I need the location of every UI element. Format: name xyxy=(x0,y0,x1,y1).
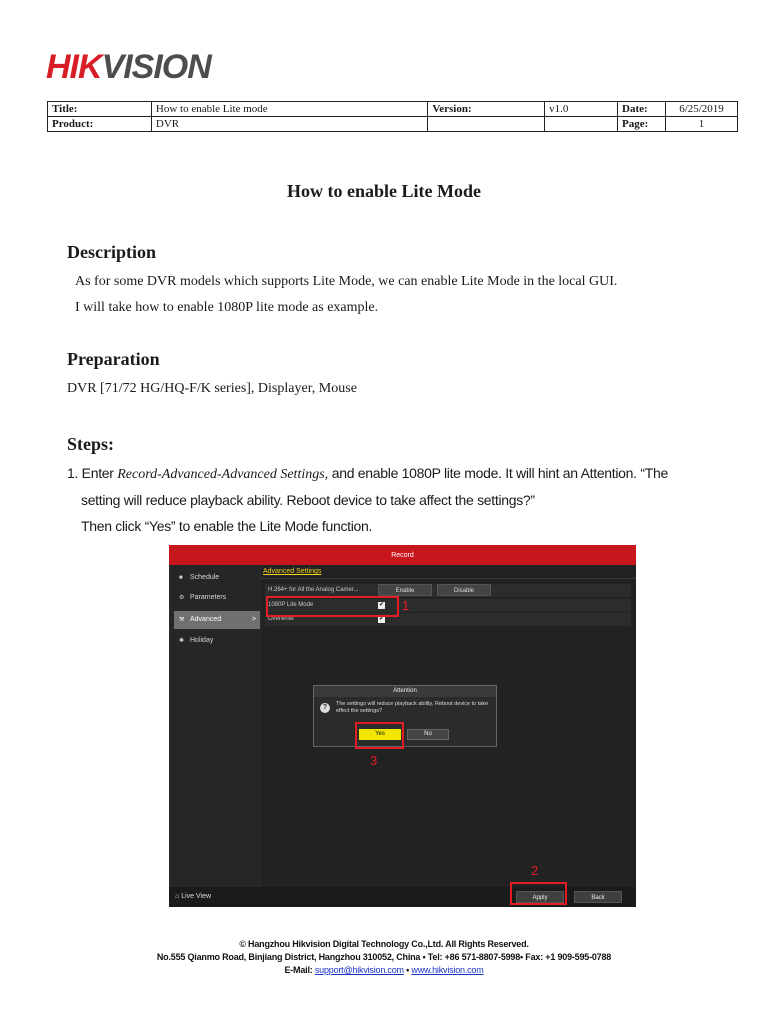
version-value: v1.0 xyxy=(545,102,618,117)
live-view-label: Live View xyxy=(181,893,212,900)
preparation-heading: Preparation xyxy=(67,349,160,369)
annotation-box-2 xyxy=(510,882,567,905)
page-value: 1 xyxy=(666,117,738,132)
empty-cell xyxy=(545,117,618,132)
annotation-number-3: 3 xyxy=(370,753,378,768)
date-label: Date: xyxy=(618,102,666,117)
step-1-suffix: and enable 1080P lite mode. It will hint an Attention. “The xyxy=(328,465,668,481)
chevron-right-icon: > xyxy=(251,616,256,623)
tab-divider xyxy=(261,578,636,579)
description-line-1: As for some DVR models which supports Lite Mode, we can enable Lite Mode in the local GUI. xyxy=(75,274,618,289)
website-link[interactable]: www.hikvision.com xyxy=(411,965,484,975)
product-label: Product: xyxy=(48,117,152,132)
step-1-path: Record-Advanced-Advanced Settings, xyxy=(117,467,329,482)
page-label: Page: xyxy=(618,117,666,132)
attention-dialog xyxy=(313,685,497,747)
email-label: E-Mail: xyxy=(284,965,315,975)
dialog-message: The settings will reduce playback ability. Reboot device to take effect the settings? xyxy=(336,701,489,714)
document-info-table xyxy=(47,101,738,132)
support-email-link[interactable]: support@hikvision.com xyxy=(314,965,404,975)
annotation-box-1 xyxy=(266,596,399,617)
sidebar-item-schedule[interactable] xyxy=(174,569,260,587)
question-icon: ? xyxy=(320,703,330,713)
annotation-number-1: 1 xyxy=(402,598,410,613)
live-view-button[interactable] xyxy=(175,891,211,903)
apply-button[interactable]: Apply xyxy=(516,891,564,903)
tools-icon: ⚒ xyxy=(179,617,185,623)
sidebar-item-holiday[interactable] xyxy=(174,632,260,650)
version-label: Version: xyxy=(428,102,545,117)
step-1-line-3: Then click “Yes” to enable the Lite Mode function. xyxy=(81,518,373,534)
step-1-line-2: setting will reduce playback ability. Reboot device to take affect the settings?” xyxy=(81,492,535,508)
annotation-box-3 xyxy=(355,722,404,749)
annotation-number-2: 2 xyxy=(531,863,539,878)
sidebar xyxy=(171,565,260,887)
h264-label: H.264+ for All the Analog Camer... xyxy=(268,587,359,593)
footer-contact xyxy=(0,965,768,975)
no-button[interactable]: No xyxy=(407,729,449,740)
sidebar-item-advanced[interactable] xyxy=(174,611,260,629)
footer-copyright: © Hangzhou Hikvision Digital Technology Co.,Ltd. All Rights Reserved. xyxy=(239,939,529,949)
description-line-2: I will take how to enable 1080P lite mode as example. xyxy=(75,300,379,315)
dialog-title: Attention xyxy=(314,686,496,697)
back-button[interactable]: Back xyxy=(574,891,622,903)
schedule-icon: ■ xyxy=(179,575,183,581)
footer-separator: • xyxy=(403,965,412,975)
home-icon: ⌂ xyxy=(175,893,182,900)
lite-mode-label: 1080P Lite Mode xyxy=(268,602,314,608)
overwrite-checkbox[interactable]: ✔ xyxy=(378,616,385,622)
sidebar-item-label: Advanced xyxy=(190,616,222,623)
overwrite-label: Overwrite xyxy=(268,616,294,622)
footer-address: No.555 Qianmo Road, Binjiang District, Hangzhou 310052, China • Tel: +86 571-8807-5998• Fax: +1 909-595-0788 xyxy=(156,952,612,962)
yes-button[interactable]: Yes xyxy=(359,729,401,740)
hikvision-logo xyxy=(46,50,211,84)
step-1-line-1 xyxy=(67,465,668,483)
dvr-screenshot xyxy=(169,545,636,907)
title-value: How to enable Lite mode xyxy=(151,102,427,117)
disable-button[interactable]: Disable xyxy=(437,584,491,596)
logo-hik: HIK xyxy=(46,48,102,86)
sidebar-item-label: Schedule xyxy=(190,574,220,581)
document-title: How to enable Lite Mode xyxy=(287,181,481,201)
empty-cell xyxy=(428,117,545,132)
preparation-line: DVR [71/72 HG/HQ-F/K series], Displayer, Mouse xyxy=(67,381,357,396)
description-heading: Description xyxy=(67,242,156,262)
title-label: Title: xyxy=(48,102,152,117)
logo-vision: VISION xyxy=(101,48,211,86)
sidebar-item-label: Holiday xyxy=(190,637,214,644)
holiday-icon: ✱ xyxy=(179,638,185,644)
gear-icon: ⚙ xyxy=(179,595,185,601)
info-row-product xyxy=(48,117,738,132)
record-title-bar: Record xyxy=(169,545,636,565)
step-1-prefix: 1. Enter xyxy=(67,465,118,481)
lite-mode-checkbox[interactable]: ✔ xyxy=(378,602,385,608)
enable-button[interactable]: Enable xyxy=(378,584,432,596)
info-row-title xyxy=(48,102,738,117)
tab-advanced-settings[interactable]: Advanced Settings xyxy=(263,568,322,575)
sidebar-item-label: Parameters xyxy=(190,594,227,601)
product-value: DVR xyxy=(151,117,427,132)
steps-heading: Steps: xyxy=(67,434,115,454)
date-value: 6/25/2019 xyxy=(666,102,738,117)
sidebar-item-parameters[interactable] xyxy=(174,589,260,607)
